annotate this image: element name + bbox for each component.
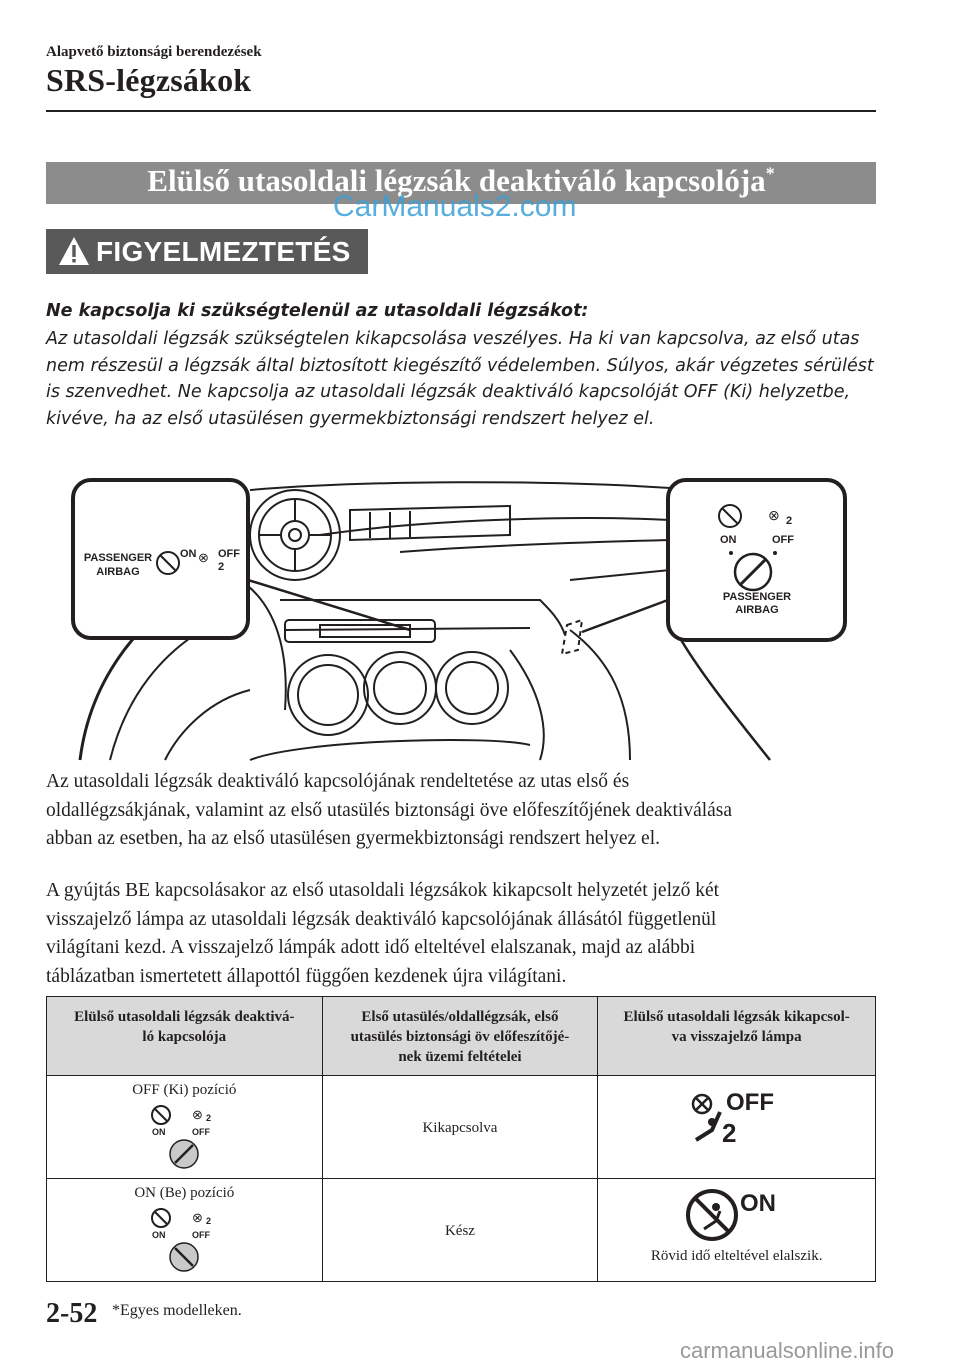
warning-triangle-icon bbox=[58, 236, 90, 266]
paragraph-line: Az utasoldali légzsák deaktiváló kapcsolójának rendeltetése az utas első és bbox=[46, 771, 630, 792]
svg-text:⊗: ⊗ bbox=[192, 1107, 204, 1122]
lamp-note: Rövid idő elteltével elalszik. bbox=[650, 1248, 823, 1264]
svg-text:OFF: OFF bbox=[192, 1230, 211, 1240]
right-inset-two: 2 bbox=[786, 515, 793, 527]
paragraph-line: világítani kezd. A visszajelző lámpák adott idő elteltével elalszanak, majd az alábbi bbox=[46, 937, 696, 958]
table-row bbox=[47, 1076, 876, 1179]
header-rule bbox=[46, 110, 876, 112]
svg-text:2: 2 bbox=[721, 1118, 737, 1146]
page-number: 2-52 bbox=[46, 1298, 98, 1329]
site-watermark: carmanualsonline.info bbox=[680, 1338, 895, 1363]
left-inset-off: OFF bbox=[218, 548, 240, 560]
dashboard-illustration bbox=[70, 460, 860, 765]
table-header: Elülső utasoldali légzsák deaktivá- ló kapcsolója bbox=[47, 997, 323, 1076]
switch-off-position-icon bbox=[144, 1099, 224, 1169]
svg-text:2: 2 bbox=[206, 1113, 212, 1123]
svg-text:⊗: ⊗ bbox=[192, 1210, 204, 1225]
left-inset-label-2: AIRBAG bbox=[96, 566, 140, 578]
airbag-off-indicator-icon bbox=[682, 1082, 792, 1146]
paragraph-line: táblázatban ismertetett állapottól függően kezdenek újra világítani. bbox=[46, 965, 567, 987]
footnote: *Egyes modelleken. bbox=[112, 1302, 242, 1319]
right-inset-label-1: PASSENGER bbox=[722, 591, 792, 603]
airbag-on-indicator-icon bbox=[682, 1185, 792, 1243]
left-inset-label-1: PASSENGER bbox=[83, 552, 153, 564]
warning-line: nem részesül a légzsák által biztosított kiegészítő védelemben. Súlyos, akár végzetes sérülést bbox=[46, 355, 874, 376]
airbag-off-icon: ⊗ bbox=[768, 507, 780, 523]
switch-on-position-icon bbox=[144, 1202, 224, 1272]
svg-text:OFF: OFF bbox=[725, 1089, 774, 1116]
paragraph-line: visszajelző lámpa az utasoldali légzsák deaktiváló kapcsolójának állásától függetlenül bbox=[46, 908, 717, 930]
paragraph-line: oldallégzsákjának, valamint az első utasülés biztonsági öve előfeszítőjének deaktiválása bbox=[46, 799, 733, 821]
svg-text:OFF: OFF bbox=[192, 1127, 211, 1137]
airbag-off-icon: ⊗ bbox=[198, 550, 209, 565]
left-inset-two: 2 bbox=[218, 561, 225, 573]
warning-heading: Ne kapcsolja ki szükségtelenül az utasoldali légzsákot: bbox=[46, 301, 589, 321]
warning-line: is szenvedhet. Ne kapcsolja az utasoldali légzsák deaktiváló kapcsolóját OFF (Ki) helyzetbe, bbox=[46, 382, 851, 402]
chapter-title: SRS-légzsákok bbox=[46, 62, 252, 98]
status-table bbox=[46, 996, 876, 1282]
paragraph-indicator bbox=[46, 877, 876, 991]
section-title: Elülső utasoldali légzsák deaktiváló kapcsolója* bbox=[147, 163, 775, 198]
table-cell bbox=[47, 1179, 323, 1282]
paragraph-purpose bbox=[46, 768, 876, 854]
switch-position: ON (Be) pozíció bbox=[134, 1185, 235, 1201]
warning-line: Az utasoldali légzsák szükségtelen kikapcsolása veszélyes. Ha ki van kapcsolva, az első utas bbox=[46, 329, 860, 349]
warning-line: kivéve, ha az első utasülésen gyermekbiztonsági rendszert helyez el. bbox=[46, 408, 655, 429]
table-header: Első utasülés/oldallégzsák, első utasülés biztonsági öv előfeszítőjé- nek üzemi feltételei bbox=[322, 997, 598, 1076]
paragraph-line: A gyújtás BE kapcsolásakor az első utasoldali légzsákok kikapcsolt helyzetét jelző két bbox=[46, 880, 720, 901]
condition-status: Kész bbox=[444, 1222, 475, 1239]
warning-label: FIGYELMEZTETÉS bbox=[96, 236, 351, 267]
table-cell bbox=[322, 1076, 598, 1179]
condition-status: Kikapcsolva bbox=[422, 1119, 498, 1136]
table-cell bbox=[598, 1179, 876, 1282]
warning-body bbox=[46, 326, 876, 432]
svg-text:ON: ON bbox=[152, 1230, 166, 1240]
left-inset-on: ON bbox=[180, 548, 197, 560]
paragraph-line: abban az esetben, ha az első utasülésen gyermekbiztonsági rendszert helyez el. bbox=[46, 828, 660, 849]
svg-text:2: 2 bbox=[206, 1216, 212, 1226]
table-cell bbox=[47, 1076, 323, 1179]
right-inset-on: ON bbox=[720, 534, 737, 546]
table-header: Elülső utasoldali légzsák kikapcsol- va visszajelző lámpa bbox=[598, 997, 876, 1076]
right-inset bbox=[668, 480, 845, 640]
watermark: CarManuals2.com bbox=[333, 190, 577, 223]
table-row bbox=[47, 1179, 876, 1282]
left-inset bbox=[73, 480, 248, 638]
table-cell bbox=[598, 1076, 876, 1179]
svg-text:ON: ON bbox=[152, 1127, 166, 1137]
svg-text:ON: ON bbox=[739, 1190, 776, 1217]
switch-position: OFF (Ki) pozíció bbox=[132, 1082, 237, 1098]
chapter-subtitle: Alapvető biztonsági berendezések bbox=[46, 44, 262, 60]
right-inset-off: OFF bbox=[772, 534, 794, 546]
table-cell bbox=[322, 1179, 598, 1282]
right-inset-label-2: AIRBAG bbox=[735, 604, 779, 616]
